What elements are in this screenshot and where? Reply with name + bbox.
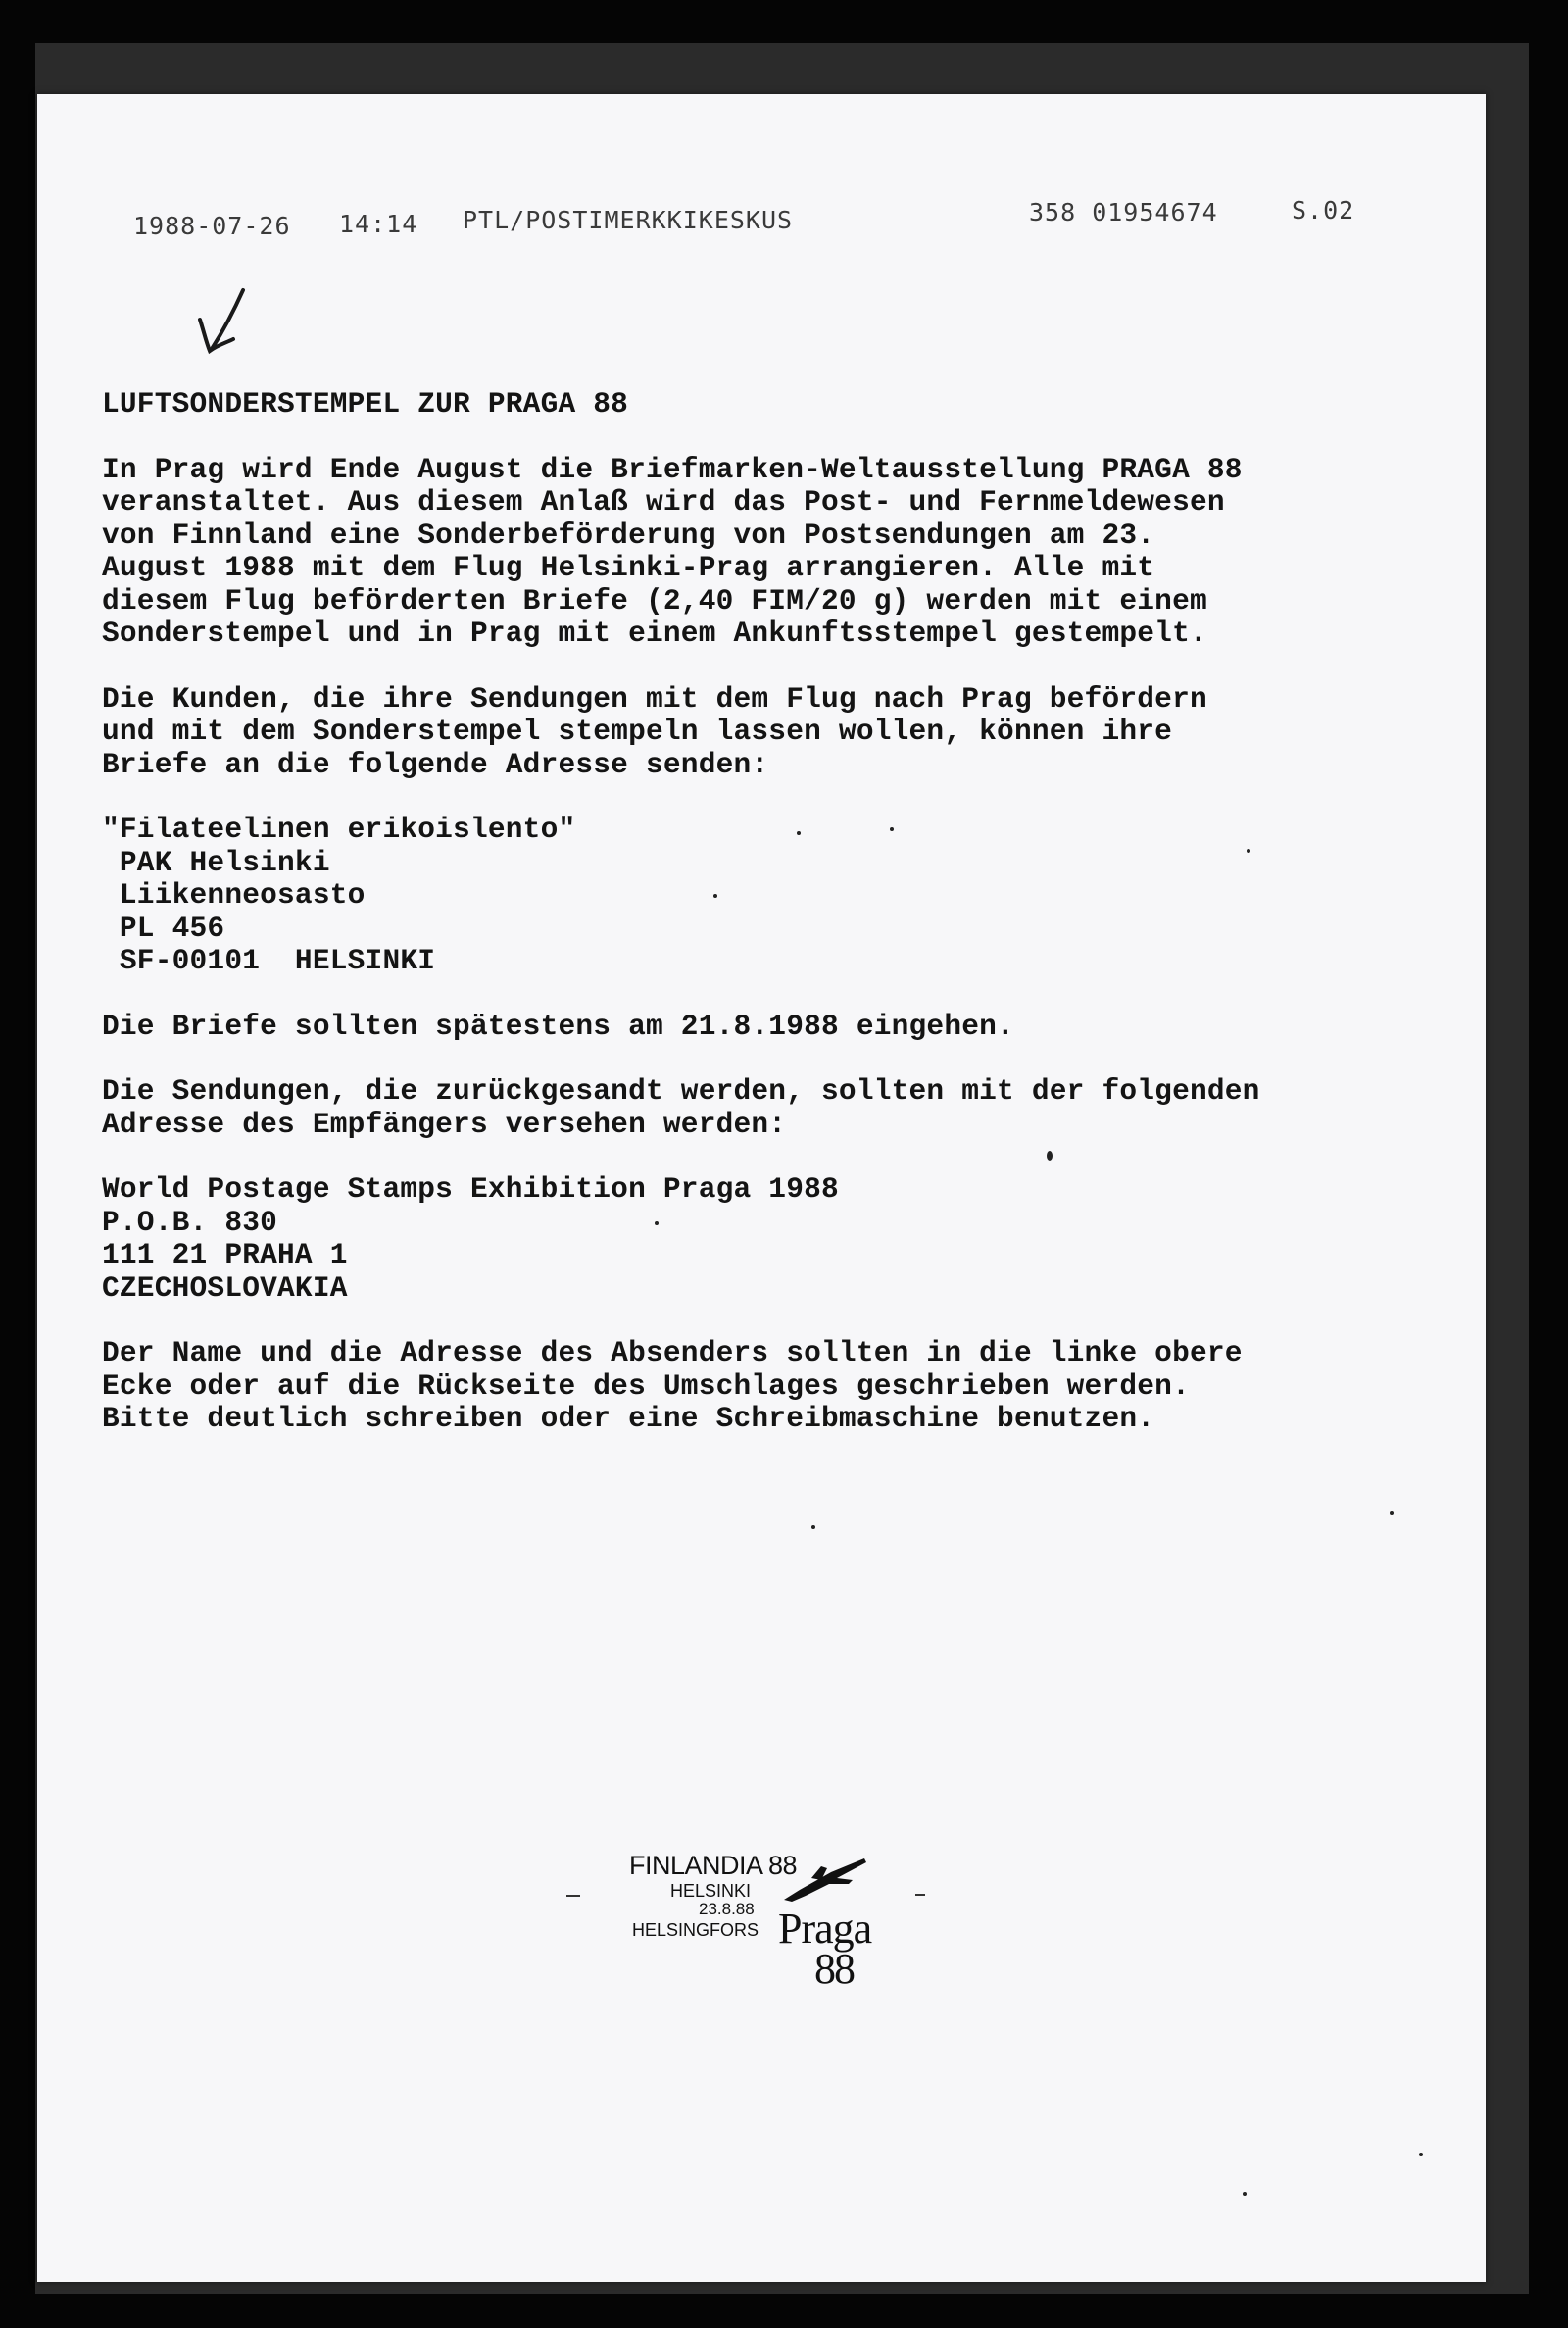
fax-speck	[1247, 849, 1250, 853]
text-line: Bitte deutlich schreiben oder eine Schreibmaschine benutzen.	[102, 1402, 1155, 1435]
fax-page	[37, 94, 1486, 2282]
text-line: August 1988 mit dem Flug Helsinki-Prag arrangieren. Alle mit	[102, 551, 1155, 584]
paragraph-customers	[102, 683, 1474, 782]
postmark-date: 23.8.88	[699, 1900, 755, 1918]
deadline-line: Die Briefe sollten spätestens am 21.8.1988 eingehen.	[102, 1009, 1014, 1043]
fax-speck	[655, 1221, 659, 1225]
paragraph-intro	[102, 454, 1474, 651]
fax-sender: PTL/POSTIMERKKIKESKUS	[463, 206, 794, 234]
letter-body	[102, 388, 1474, 1436]
fax-date: 1988-07-26	[133, 212, 291, 240]
address-line: CZECHOSLOVAKIA	[102, 1270, 348, 1305]
text-line: Die Kunden, die ihre Sendungen mit dem Flug nach Prag befördern	[102, 681, 1207, 716]
postmark-helsinki: HELSINKI	[670, 1881, 752, 1901]
address-line: World Postage Stamps Exhibition Praga 1988	[102, 1172, 839, 1206]
address-line: PL 456	[102, 911, 225, 945]
fax-time: 14:14	[339, 210, 418, 238]
fax-speck	[1047, 1151, 1053, 1161]
paragraph-return	[102, 1075, 1474, 1141]
fax-speck	[1390, 1511, 1394, 1515]
paragraph-sender	[102, 1337, 1474, 1436]
postmark-year: 88	[814, 1945, 854, 1993]
fax-speck	[1419, 2153, 1423, 2156]
text-line: Briefe an die folgende Adresse senden:	[102, 747, 769, 781]
postmark-praga: Praga	[778, 1905, 872, 1953]
text-line: von Finnland eine Sonderbeförderung von Postsendungen am 23.	[102, 518, 1155, 552]
letter-title: LUFTSONDERSTEMPEL ZUR PRAGA 88	[102, 387, 629, 421]
address-line: P.O.B. 830	[102, 1205, 278, 1239]
text-line: und mit dem Sonderstempel stempeln lassen wollen, können ihre	[102, 715, 1173, 748]
text-line: Die Sendungen, die zurückgesandt werden, sollten mit der folgenden	[102, 1074, 1260, 1108]
text-line: diesem Flug beförderten Briefe (2,40 FIM/20 g) werden mit einem	[102, 583, 1207, 618]
address-line: SF-00101 HELSINKI	[102, 944, 436, 977]
fax-speck	[713, 894, 717, 898]
postmark-dash-left	[566, 1895, 580, 1897]
handwritten-arrow-icon	[192, 286, 251, 365]
postmark-finlandia: FINLANDIA 88	[629, 1851, 798, 1880]
address-line: PAK Helsinki	[102, 845, 330, 879]
text-line: Der Name und die Adresse des Absenders sollten in die linke obere	[102, 1336, 1243, 1369]
fax-speck	[811, 1525, 815, 1529]
address-helsinki	[102, 814, 1474, 978]
address-line: 111 21 PRAHA 1	[102, 1238, 348, 1271]
postmark-helsingfors: HELSINGFORS	[632, 1920, 760, 1940]
address-line: Liikenneosasto	[102, 878, 366, 912]
fax-speck	[890, 827, 894, 831]
fax-speck	[1243, 2192, 1247, 2196]
text-line: Sonderstempel und in Prag mit einem Ankunftsstempel gestempelt.	[102, 617, 1207, 650]
fax-number: 358 01954674	[1029, 198, 1218, 226]
fax-speck	[797, 831, 801, 835]
airplane-icon	[772, 1857, 870, 1906]
address-praha	[102, 1173, 1474, 1305]
text-line: In Prag wird Ende August die Briefmarken-Weltausstellung PRAGA 88	[102, 452, 1243, 486]
postmark-dash-right	[915, 1894, 925, 1896]
fax-page-number: S.02	[1292, 196, 1355, 224]
text-line: Ecke oder auf die Rückseite des Umschlages geschrieben werden.	[102, 1368, 1190, 1403]
text-line: Adresse des Empfängers versehen werden:	[102, 1107, 787, 1141]
text-line: veranstaltet. Aus diesem Anlaß wird das Post- und Fernmeldewesen	[102, 485, 1225, 519]
fax-header-line	[37, 196, 1486, 243]
special-postmark	[625, 1845, 919, 2002]
address-line: "Filateelinen erikoislento"	[102, 813, 576, 846]
